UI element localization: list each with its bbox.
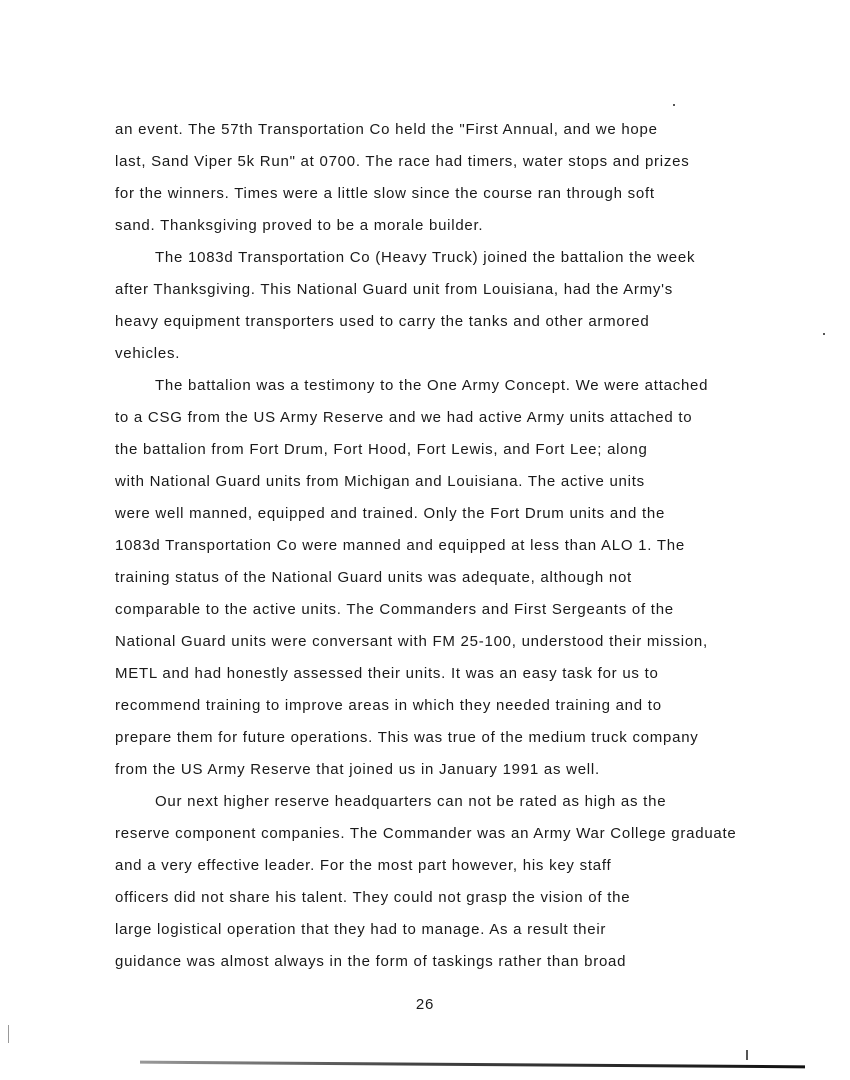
scan-speck — [673, 104, 675, 106]
text-line: an event. The 57th Transportation Co held the "First Annual, and we hope — [115, 121, 658, 138]
paragraph — [115, 786, 755, 978]
text-line: guidance was almost always in the form of taskings rather than broad — [115, 953, 627, 970]
scan-mark — [746, 1050, 748, 1060]
text-line: large logistical operation that they had to manage. As a result their — [115, 921, 607, 938]
text-line: with National Guard units from Michigan and Louisiana. The active units — [115, 473, 645, 490]
text-line: prepare them for future operations. This was true of the medium truck company — [115, 729, 699, 746]
text-line: vehicles. — [115, 345, 181, 362]
text-line: The 1083d Transportation Co (Heavy Truck) joined the battalion the week — [155, 249, 696, 266]
scan-bottom-rule — [140, 1061, 805, 1069]
text-line: for the winners. Times were a little slow since the course ran through soft — [115, 185, 655, 202]
text-line: last, Sand Viper 5k Run" at 0700. The race had timers, water stops and prizes — [115, 153, 690, 170]
text-line: reserve component companies. The Commander was an Army War College graduate — [115, 825, 737, 842]
paragraph — [115, 114, 755, 242]
text-line: recommend training to improve areas in which they needed training and to — [115, 697, 662, 714]
text-line: METL and had honestly assessed their units. It was an easy task for us to — [115, 665, 659, 682]
text-line: comparable to the active units. The Commanders and First Sergeants of the — [115, 601, 674, 618]
text-line: Our next higher reserve headquarters can not be rated as high as the — [155, 793, 667, 810]
text-line: were well manned, equipped and trained. Only the Fort Drum units and the — [115, 505, 666, 522]
text-line: and a very effective leader. For the most part however, his key staff — [115, 857, 612, 874]
page-number: 26 — [415, 996, 435, 1013]
document-body — [115, 114, 755, 978]
text-line: to a CSG from the US Army Reserve and we had active Army units attached to — [115, 409, 693, 426]
paragraph — [115, 370, 755, 786]
text-line: heavy equipment transporters used to carry the tanks and other armored — [115, 313, 650, 330]
text-line: National Guard units were conversant with FM 25-100, understood their mission, — [115, 633, 708, 650]
text-line: 1083d Transportation Co were manned and equipped at less than ALO 1. The — [115, 537, 685, 554]
text-line: from the US Army Reserve that joined us in January 1991 as well. — [115, 761, 600, 778]
scan-speck — [823, 333, 825, 335]
text-line: after Thanksgiving. This National Guard unit from Louisiana, had the Army's — [115, 281, 673, 298]
text-line: sand. Thanksgiving proved to be a morale builder. — [115, 217, 484, 234]
scan-mark — [8, 1025, 9, 1043]
paragraph — [115, 242, 755, 370]
text-line: The battalion was a testimony to the One Army Concept. We were attached — [155, 377, 709, 394]
text-line: the battalion from Fort Drum, Fort Hood, Fort Lewis, and Fort Lee; along — [115, 441, 648, 458]
text-line: officers did not share his talent. They could not grasp the vision of the — [115, 889, 631, 906]
text-line: training status of the National Guard units was adequate, although not — [115, 569, 632, 586]
